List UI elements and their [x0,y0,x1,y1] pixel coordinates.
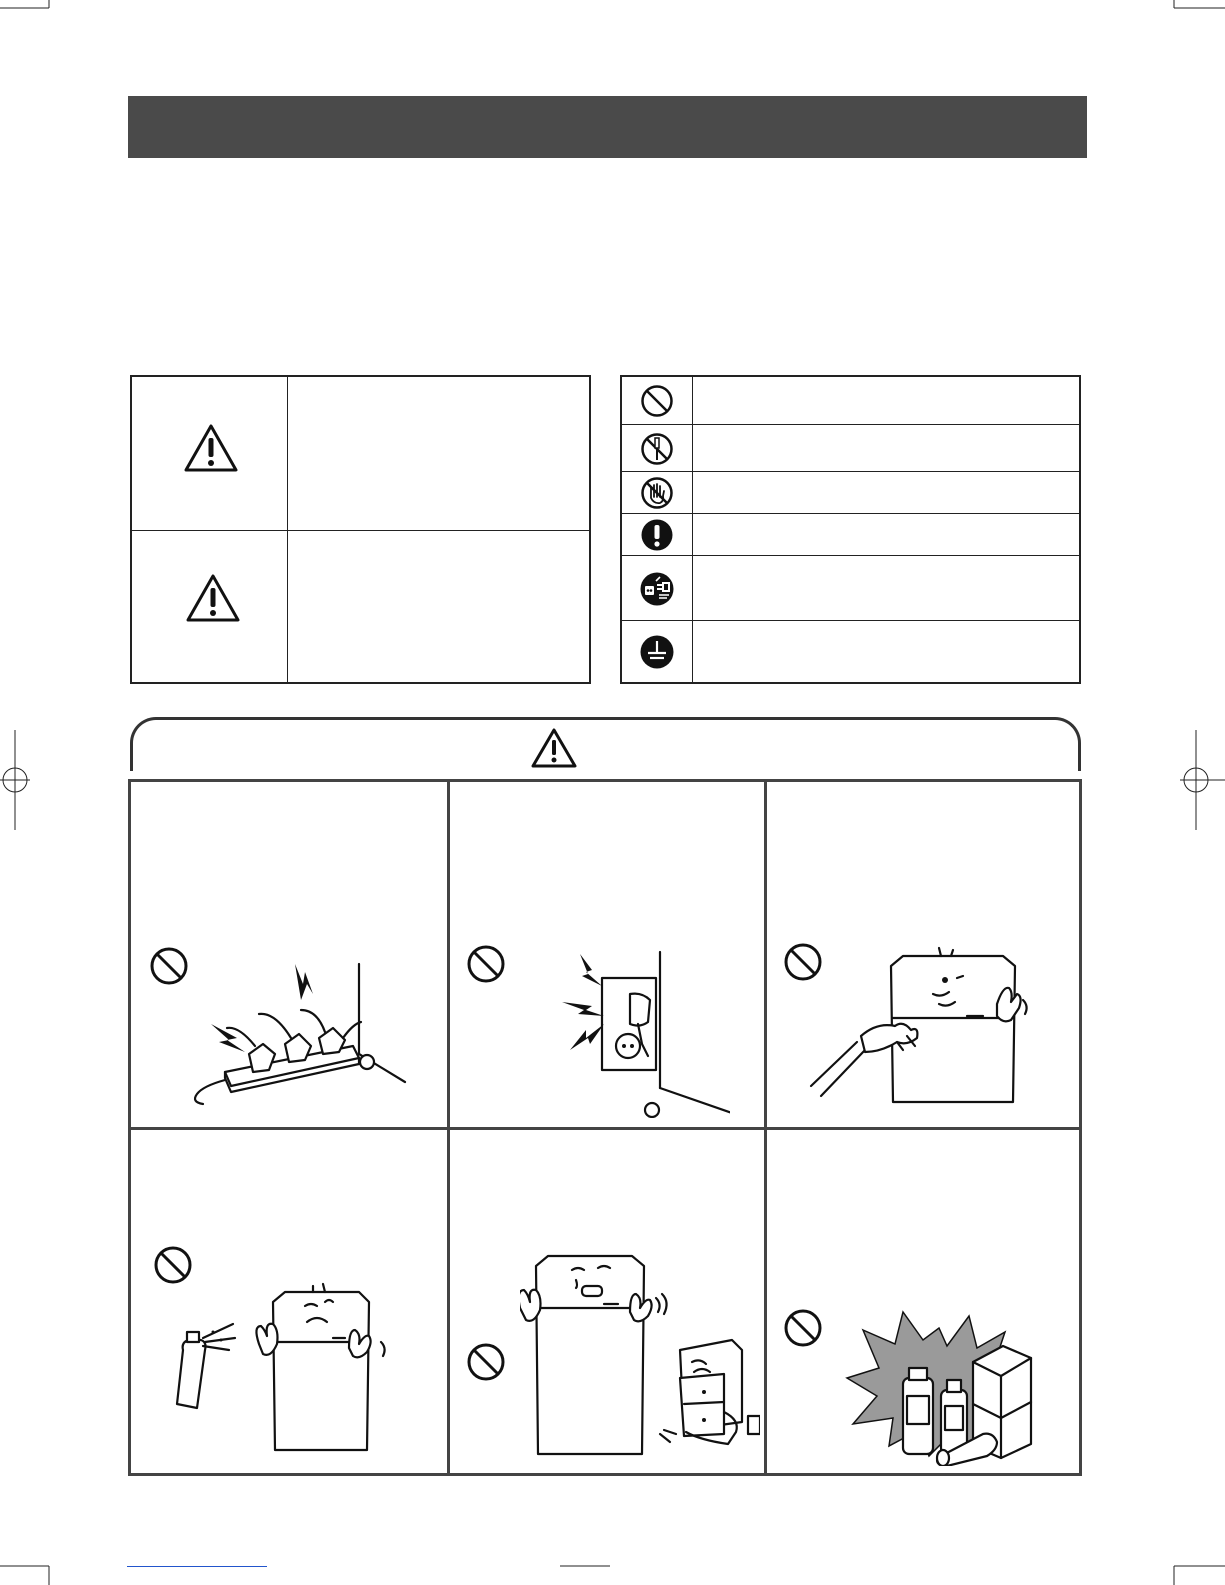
section-header-bar [128,96,1087,158]
warning-item-power-strip [131,782,447,1127]
aerosol-spray-near-refrigerator-illustration [173,1278,401,1456]
do-not-disassemble-icon [640,432,674,466]
legend-row-caution [132,530,589,684]
water-spray-on-refrigerator-illustration [807,946,1067,1106]
warning-banner [130,717,1081,771]
symbol-row-unplug [622,555,1079,621]
legend-row-warning [132,377,589,530]
unplug-icon [639,571,675,607]
symbol-meaning-table [620,375,1081,684]
warning-item-television [450,1130,764,1476]
ground-icon [639,634,675,670]
mandatory-icon [640,518,674,552]
hazard-legend [130,375,591,684]
flammable-substances-illustration [843,1306,1049,1466]
symbol-row-ground [622,620,1079,683]
prohibited-icon [640,384,674,418]
overloaded-power-strip-illustration [183,954,419,1110]
caution-triangle-icon [185,573,241,623]
warning-triangle-icon [183,423,239,473]
prohibited-icon [783,1308,823,1348]
symbol-row-no-touch [622,471,1079,514]
do-not-touch-icon [640,476,674,510]
symbol-row-disassemble [622,424,1079,472]
warning-triangle-icon [531,728,577,768]
damaged-wall-outlet-illustration [530,948,730,1118]
symbol-row-mandatory [622,513,1079,556]
footer-link[interactable] [127,1554,267,1567]
prohibited-icon [466,1342,506,1382]
warning-items-grid [128,779,1082,1476]
warning-item-wall-outlet [450,782,764,1127]
warning-item-water-spray [767,782,1079,1127]
refrigerator-near-television-illustration [520,1254,760,1464]
prohibited-icon [466,944,506,984]
warning-item-flammable-substances [767,1130,1079,1476]
warning-item-aerosol-spray [131,1130,447,1476]
symbol-row-prohibited [622,377,1079,424]
